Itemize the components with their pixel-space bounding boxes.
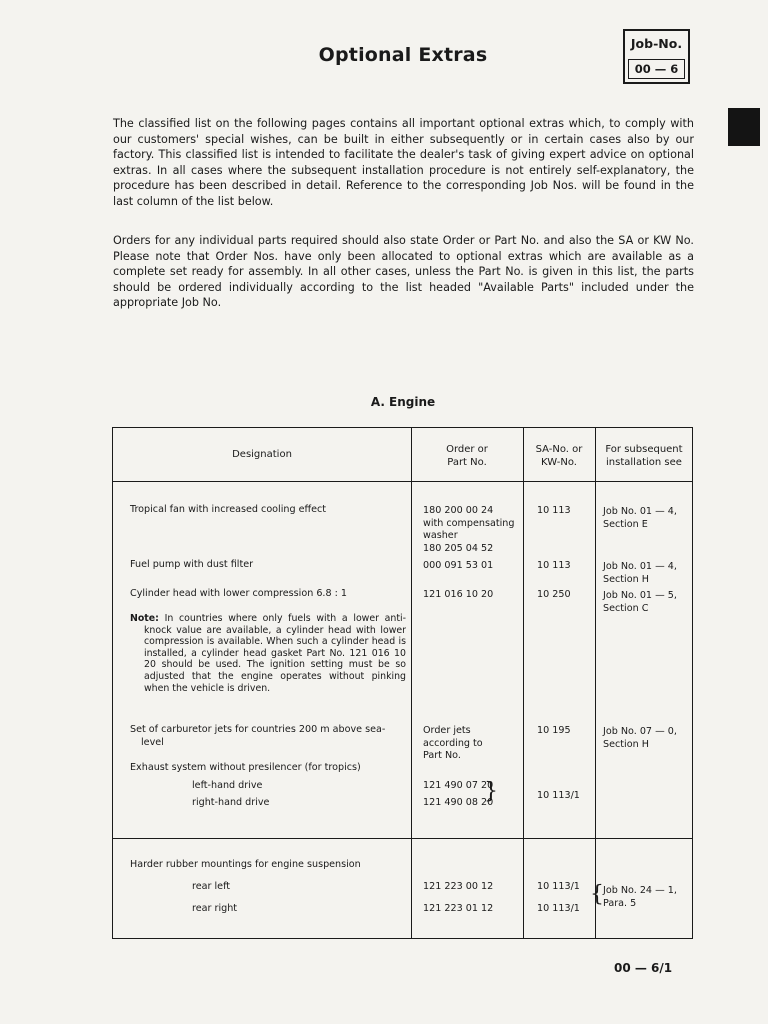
exhaust-right-order: 121 490 08 20 <box>423 797 494 808</box>
designation-exhaust: Exhaust system without presilencer (for tropics) <box>130 762 361 773</box>
section-tab-marker <box>728 108 760 146</box>
note-block <box>130 613 406 694</box>
designation-engine-mountings: Harder rubber mountings for engine suspension <box>130 859 361 870</box>
sa-exhaust: 10 113/1 <box>537 790 580 801</box>
sa-cylinder-head: 10 250 <box>537 589 571 600</box>
sa-fuel-pump: 10 113 <box>537 560 571 571</box>
mountings-left-sa: 10 113/1 <box>537 881 580 892</box>
intro-paragraph-1: The classified list on the following pages contains all important optional extras which, to comply with our customers' special wishes, can be built in either subsequently or in certain cases also by our factory. This classified list is intended to facilitate the dealer's task of giving expert advice on optional extras. In all cases where the subsequent installation procedure is not entirely self-explanatory, the procedure has been described in detail. Reference to the corresponding Job Nos. will be found in the last column of the list below. <box>113 117 694 208</box>
intro-paragraph-2: Orders for any individual parts required should also state Order or Part No. and also the SA or KW No. Please note that Order Nos. have only been allocated to optional extras which are available as a complete set ready for assembly. In all other cases, unless the Part No. is given in this list, the parts should be ordered individually according to the list headed "Available Parts" included under the appropriate Job No. <box>113 234 694 309</box>
note-text: In countries where only fuels with a lower anti-knock value are available, a cylinder head with lower compression is available. When such a cylinder head is installed, a cylinder head gasket Part No. 121 016 10 20 should be used. The ignition setting must be so adjusted that the engine operates without pinking when the vehicle is driven. <box>144 613 406 694</box>
page-number: 00 — 6/1 <box>614 961 673 975</box>
see-carburetor-jets: Job No. 07 — 0, Section H <box>603 726 677 750</box>
order-tropical-fan: 180 200 00 24 with compensating washer 180 205 04 52 <box>423 505 515 554</box>
job-number-box <box>623 29 690 84</box>
table-column-divider <box>523 428 524 938</box>
note-label: Note: <box>130 613 159 624</box>
sa-tropical-fan: 10 113 <box>537 505 571 516</box>
designation-cylinder-head: Cylinder head with lower compression 6.8 : 1 <box>130 588 348 599</box>
optional-extras-table <box>112 427 693 939</box>
table-row-divider <box>113 838 692 839</box>
order-cylinder-head: 121 016 10 20 <box>423 589 494 600</box>
mountings-left-order: 121 223 00 12 <box>423 881 494 892</box>
see-tropical-fan: Job No. 01 — 4, Section E <box>603 506 677 530</box>
exhaust-left-label: left-hand drive <box>192 780 263 791</box>
header-order: Order or Part No. <box>446 444 488 468</box>
mountings-left-label: rear left <box>192 881 231 892</box>
mountings-right-order: 121 223 01 12 <box>423 903 494 914</box>
header-installation: For subsequent installation see <box>605 444 683 468</box>
table-column-divider <box>595 428 596 938</box>
page-title: Optional Extras <box>318 44 488 66</box>
see-engine-mountings: Job No. 24 — 1, Para. 5 <box>603 885 677 909</box>
order-carburetor-jets: Order jets according to Part No. <box>423 725 483 761</box>
section-heading: A. Engine <box>370 395 436 409</box>
see-fuel-pump: Job No. 01 — 4, Section H <box>603 561 677 585</box>
designation-fuel-pump: Fuel pump with dust filter <box>130 559 254 570</box>
header-sa: SA-No. or KW-No. <box>535 444 583 468</box>
designation-tropical-fan: Tropical fan with increased cooling effect <box>130 504 327 515</box>
exhaust-brace: } <box>484 779 498 804</box>
mountings-brace: } <box>590 882 604 907</box>
job-number-label: Job-No. <box>630 36 683 51</box>
order-fuel-pump: 000 091 53 01 <box>423 560 494 571</box>
see-cylinder-head: Job No. 01 — 5, Section C <box>603 590 677 614</box>
sa-carburetor-jets: 10 195 <box>537 725 571 736</box>
table-header-divider <box>113 481 692 482</box>
mountings-right-sa: 10 113/1 <box>537 903 580 914</box>
exhaust-left-order: 121 490 07 20 <box>423 780 494 791</box>
table-column-divider <box>411 428 412 938</box>
header-designation: Designation <box>232 449 292 460</box>
job-number-value: 00 — 6 <box>628 59 685 79</box>
mountings-right-label: rear right <box>192 903 238 914</box>
designation-carburetor-jets: Set of carburetor jets for countries 200 m above sea- level <box>130 724 386 748</box>
exhaust-right-label: right-hand drive <box>192 797 270 808</box>
